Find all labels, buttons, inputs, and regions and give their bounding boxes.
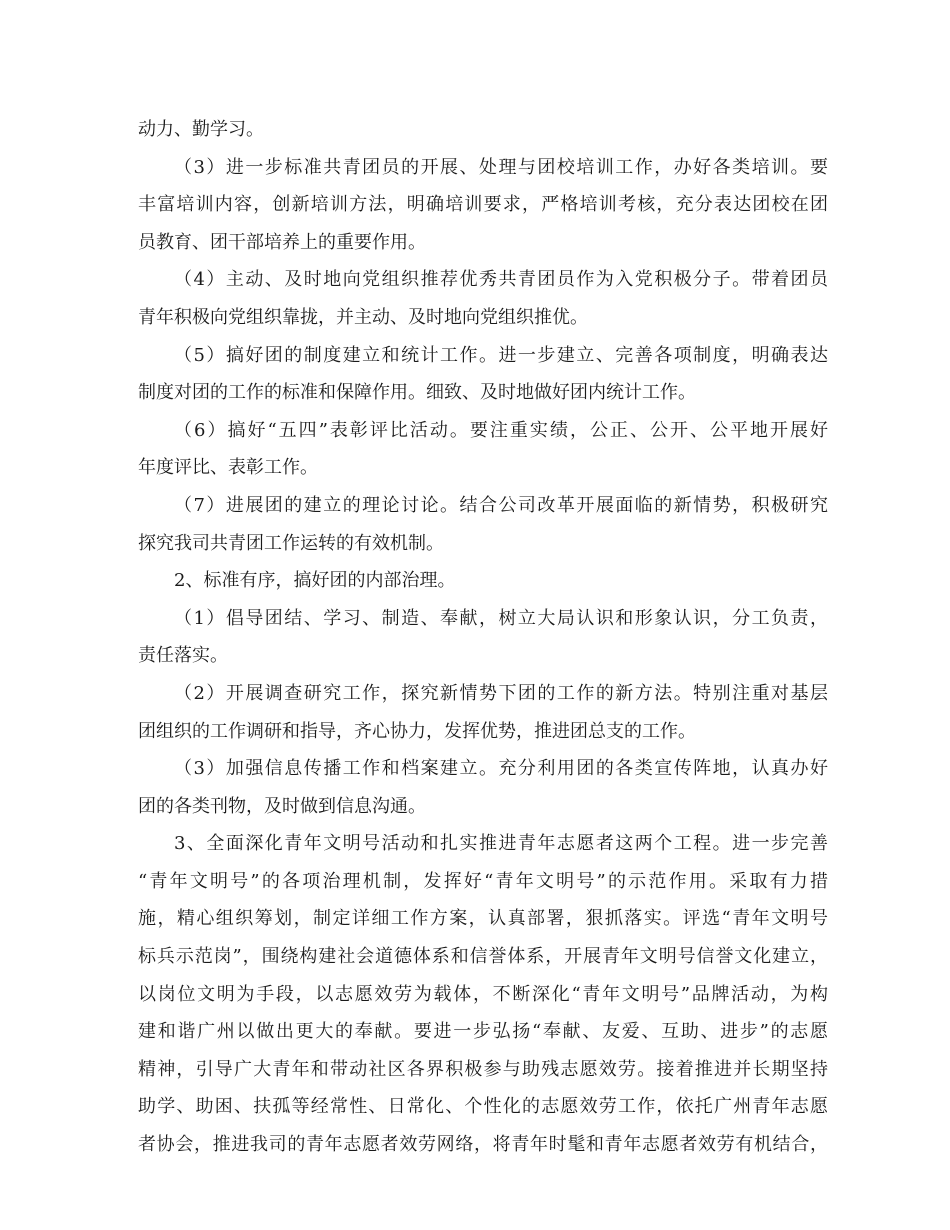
text-line: 团组织的工作调研和指导，齐心协力，发挥优势，推进团总支的工作。	[138, 720, 696, 742]
text-line: （3）加强信息传播工作和档案建立。充分利用团的各类宣传阵地，认真办好	[174, 758, 828, 780]
text-line: 2、标准有序，搞好团的内部治理。	[174, 570, 456, 592]
text-line: （5）搞好团的制度建立和统计工作。进一步建立、完善各项制度，明确表达	[174, 344, 828, 366]
text-line: 3、全面深化青年文明号活动和扎实推进青年志愿者这两个工程。进一步完善	[174, 833, 828, 855]
text-line: 探究我司共青团工作运转的有效机制。	[138, 532, 444, 554]
text-line: 年度评比、表彰工作。	[138, 457, 318, 479]
text-line: （6）搞好“五四”表彰评比活动。要注重实绩，公正、公开、公平地开展好	[174, 419, 828, 441]
text-line: （3）进一步标准共青团员的开展、处理与团校培训工作，办好各类培训。要	[174, 156, 828, 178]
document-body	[138, 111, 828, 1164]
text-line: 精神，引导广大青年和带动社区各界积极参与助残志愿效劳。接着推进并长期坚持	[138, 1058, 828, 1080]
text-line: 员教育、团干部培养上的重要作用。	[138, 231, 426, 253]
text-line: 以岗位文明为手段，以志愿效劳为载体，不断深化“青年文明号”品牌活动，为构	[138, 983, 828, 1005]
text-line: （7）进展团的建立的理论讨论。结合公司改革开展面临的新情势，积极研究	[174, 494, 828, 516]
text-line: 动力、勤学习。	[138, 119, 264, 140]
text-line: 施，精心组织筹划，制定详细工作方案，认真部署，狠抓落实。评选“青年文明号	[138, 908, 828, 930]
text-line: 标兵示范岗”，围绕构建社会道德体系和信誉体系，开展青年文明号信誉文化建立，	[138, 946, 828, 968]
text-line: 责任落实。	[138, 645, 228, 667]
text-line: 者协会，推进我司的青年志愿者效劳网络，将青年时髦和青年志愿者效劳有机结合，	[138, 1134, 828, 1156]
text-line: 建和谐广州以做出更大的奉献。要进一步弘扬“奉献、友爱、互助、进步”的志愿	[138, 1021, 828, 1043]
text-line: 团的各类刊物，及时做到信息沟通。	[138, 795, 426, 817]
text-line: 制度对团的工作的标准和保障作用。细致、及时地做好团内统计工作。	[138, 382, 696, 404]
text-line: （1）倡导团结、学习、制造、奉献，树立大局认识和形象认识，分工负责，	[174, 607, 828, 629]
text-line: 青年积极向党组织靠拢，并主动、及时地向党组织推优。	[138, 306, 588, 328]
text-line: 助学、助困、扶孤等经常性、日常化、个性化的志愿效劳工作，依托广州青年志愿	[138, 1096, 828, 1118]
text-line: （4）主动、及时地向党组织推荐优秀共青团员作为入党积极分子。带着团员	[174, 269, 828, 291]
text-line: 丰富培训内容，创新培训方法，明确培训要求，严格培训考核，充分表达团校在团	[138, 194, 828, 216]
text-line: “青年文明号”的各项治理机制，发挥好“青年文明号”的示范作用。采取有力措	[138, 870, 828, 892]
text-line: （2）开展调查研究工作，探究新情势下团的工作的新方法。特别注重对基层	[174, 682, 828, 704]
